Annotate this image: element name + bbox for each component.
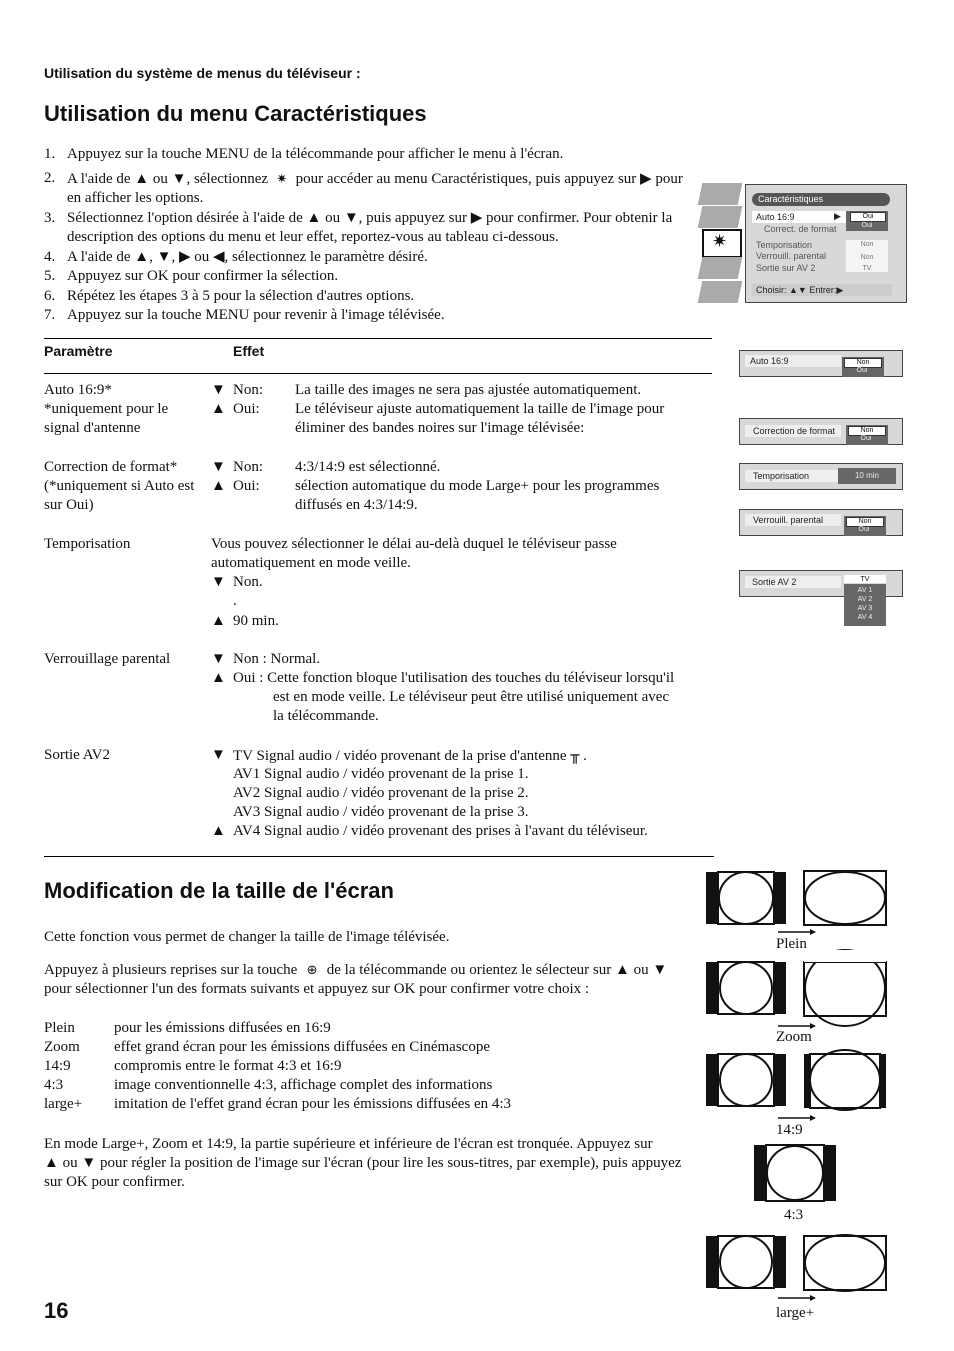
large-figure	[706, 1235, 886, 1301]
intro-text: Cette fonction vous permet de changer la taille de l'image télévisée.	[44, 929, 450, 945]
divider	[44, 338, 712, 339]
menu-item-correct: Correct. de format	[764, 224, 837, 234]
list-item: 6. Répétez les étapes 3 à 5 pour la sélection d'autres options.	[44, 287, 415, 304]
list-item: large+ imitation de l'effet grand écran pour les émissions diffusées en 4:3	[44, 1096, 512, 1112]
f149-figure	[706, 1050, 886, 1121]
menu-item-sortie: Sortie sur AV 2	[756, 263, 816, 273]
list-item: 14:9 compromis entre le format 4:3 et 16:9	[44, 1058, 342, 1074]
antenna-icon: ╥	[570, 746, 580, 764]
list-item: 4. A l'aide de ▲, ▼, ▶ ou ◀, sélectionnez le paramètre désiré.	[44, 248, 428, 265]
plein-figure	[706, 871, 886, 935]
menu-item-auto: Auto 16:9	[756, 212, 795, 222]
menu-value: Oui	[861, 222, 873, 229]
caption-149: 14:9	[776, 1122, 803, 1138]
list-item: 2. A l'aide de ▲ ou ▼, sélectionnez ✷ pour accéder au menu Caractéristiques, puis appuyez sur ▶ pour en afficher les options.	[44, 169, 683, 206]
table-row: Verrouillage parental	[44, 651, 171, 667]
features-tab-icon: ✷	[702, 229, 742, 258]
table-row: Correction de format* (*uniquement si Auto est sur Oui)	[44, 459, 195, 513]
side-menu-verr: Verrouill. parental Non Oui	[739, 509, 903, 536]
section-header: Utilisation du système de menus du téléviseur :	[44, 65, 361, 81]
table-header-effect: Effet	[233, 343, 265, 359]
caption-plein: Plein	[776, 936, 807, 952]
list-item: 1. Appuyez sur la touche MENU de la télécommande pour afficher le menu à l'écran.	[44, 146, 564, 162]
side-menu-correction: Correction de format Non Oui	[739, 418, 903, 445]
menu-value: Non	[860, 254, 874, 261]
divider	[44, 856, 714, 857]
caption-43: 4:3	[784, 1207, 804, 1223]
caption-large: large+	[776, 1305, 815, 1321]
features-menu-panel	[745, 184, 907, 303]
list-item: 4:3 image conventionnelle 4:3, affichage complet des informations	[44, 1077, 493, 1093]
setup-tab-icon	[698, 257, 743, 279]
features-menu-icon: ✷	[276, 170, 288, 186]
table-header-param: Paramètre	[44, 343, 113, 359]
menu-title: Caractéristiques	[752, 193, 890, 206]
side-menu-auto: Auto 16:9 Non Oui	[739, 350, 903, 377]
menu-value: TV	[862, 265, 872, 272]
instruction-text: Appuyez à plusieurs reprises sur la touche ⊕ de la télécommande ou orientez le sélecteur sur ▲ ou ▼ pour sélectionner l'un des formats suivants et appuyez sur OK pour confirmer votre choix :	[44, 962, 668, 997]
more-tab-icon	[698, 281, 743, 303]
note-text: En mode Large+, Zoom et 14:9, la partie supérieure et inférieure de l'écran est tronquée. Appuyez sur ▲ ou ▼ pour régler la position de l'image sur l'écran (pour lire les sous-titres, par exemple), puis appuyez sur OK pour confirmer.	[44, 1136, 682, 1190]
page-number: 16	[44, 1298, 69, 1323]
table-row: Sortie AV2	[44, 747, 110, 763]
side-menu-tempo: Temporisation 10 min	[739, 463, 903, 490]
list-item: 7. Appuyez sur la touche MENU pour revenir à l'image télévisée.	[44, 307, 445, 323]
caption-zoom: Zoom	[776, 1029, 812, 1045]
menu-footer: Choisir: ▲▼ Entrer:▶	[756, 285, 844, 295]
side-menu-sortie: Sortie AV 2 TV AV 1 AV 2 AV 3 AV 4	[739, 570, 903, 597]
screen-mode-button-icon: ⊕	[306, 963, 318, 978]
list-item: Zoom effet grand écran pour les émissions diffusées en Cinémascope	[44, 1039, 490, 1055]
menu-item-tempo: Temporisation	[756, 240, 813, 250]
section-title: Modification de la taille de l'écran	[44, 878, 394, 903]
zoom-figure	[706, 950, 886, 1029]
list-item: Plein pour les émissions diffusées en 16:9	[44, 1020, 331, 1036]
list-item: 3. Sélectionnez l'option désirée à l'aide de ▲ ou ▼, puis appuyez sur ▶ pour confirmer. Pour obtenir la description des options du menu et leur effet, reportez-vous au tableau ci-dessous.	[44, 209, 673, 245]
divider	[44, 373, 712, 374]
page-title: Utilisation du menu Caractéristiques	[44, 101, 427, 126]
menu-value: Non	[860, 241, 874, 248]
table-row: Auto 16:9* *uniquement pour le signal d'antenne	[44, 382, 169, 436]
table-row: Temporisation	[44, 536, 131, 552]
list-item: 5. Appuyez sur OK pour confirmer la sélection.	[44, 268, 339, 284]
f43-figure	[754, 1145, 836, 1201]
menu-value: Oui	[850, 212, 886, 222]
steps-list	[44, 145, 699, 326]
picture-tab-icon	[698, 183, 743, 205]
formats-list	[44, 1019, 511, 1114]
sound-tab-icon	[698, 206, 743, 228]
right-arrow-icon: ▶	[834, 211, 841, 221]
menu-item-verrouill: Verrouill. parental	[756, 251, 827, 261]
